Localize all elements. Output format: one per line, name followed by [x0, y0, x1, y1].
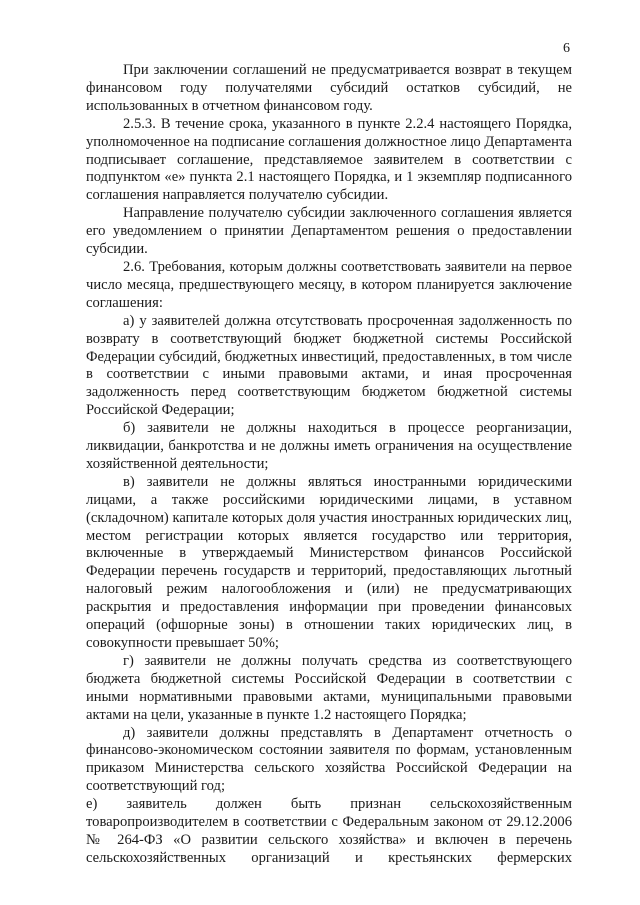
paragraph-item-e: е) заявитель должен быть признан сельскохозяйственным товаропроизводителем в соответствии с Федеральным законом от 29.12.2006 № 264-ФЗ «О развитии сельского хозяйства» и включен в перечень сельскохозяйственных организаций и крестьянских фермерских — [86, 796, 572, 866]
paragraph-item-v: в) заявители не должны являться иностранными юридическими лицами, а также российскими юридическими лицами, в уставном (складочном) капитале которых доля участия иностранных юридических лиц, местом регистрации которых является государство или территория, включенные в утверждаемый Министерством финансов Российской Федерации перечень государств и территорий, предоставляющих льготный налоговый режим налогообложения и (или) не предусматривающих раскрытия и предоставления информации при проведении финансовых операций (офшорные зоны) в отношении таких юридических лиц, в совокупности превышает 50%; — [86, 473, 572, 651]
document-body — [86, 62, 572, 868]
paragraph-item-b: б) заявители не должны находиться в процессе реорганизации, ликвидации, банкротства и не должны иметь ограничения на осуществление хозяйственной деятельности; — [86, 420, 572, 472]
paragraph-item-a: а) у заявителей должна отсутствовать просроченная задолженность по возврату в соответствующий бюджет бюджетной системы Российской Федерации субсидий, бюджетных инвестиций, предоставленных, в том числе в соответствии с иными правовыми актами, и иная просроченная задолженность перед соответствующим бюджетом бюджетной системы Российской Федерации; — [86, 312, 572, 419]
paragraph-item-g: г) заявители не должны получать средства из соответствующего бюджета бюджетной системы Российской Федерации в соответствии с иными нормативными правовыми актами, муниципальными правовыми актами на цели, указанные в пункте 1.2 настоящего Порядка; — [86, 652, 572, 723]
paragraph-item-d: д) заявители должны представлять в Департамент отчетность о финансово-экономическом состоянии заявителя по формам, установленным приказом Министерства сельского хозяйства Российской Федерации на соответствующий год; — [86, 724, 572, 795]
paragraph-2-5-3: 2.5.3. В течение срока, указанного в пункте 2.2.4 настоящего Порядка, уполномоченное на подписание соглашения должностное лицо Департамента подписывает соглашение, представляемое заявителем в соответствии с подпунктом «е» пункта 2.1 настоящего Порядка, и 1 экземпляр подписанного соглашения направляется получателю субсидии. — [86, 115, 572, 204]
page-number: 6 — [563, 41, 570, 56]
paragraph-2-6: 2.6. Требования, которым должны соответствовать заявители на первое число месяца, предшествующего месяцу, в котором планируется заключение соглашения: — [86, 258, 572, 311]
paragraph-no-refund: При заключении соглашений не предусматривается возврат в текущем финансовом году получателями субсидий остатков субсидий, не использованных в отчетном финансовом году. — [86, 62, 572, 114]
paragraph-agreement-notice: Направление получателю субсидии заключенного соглашения является его уведомлением о принятии Департаментом решения о предоставлении субсидии. — [86, 205, 572, 258]
